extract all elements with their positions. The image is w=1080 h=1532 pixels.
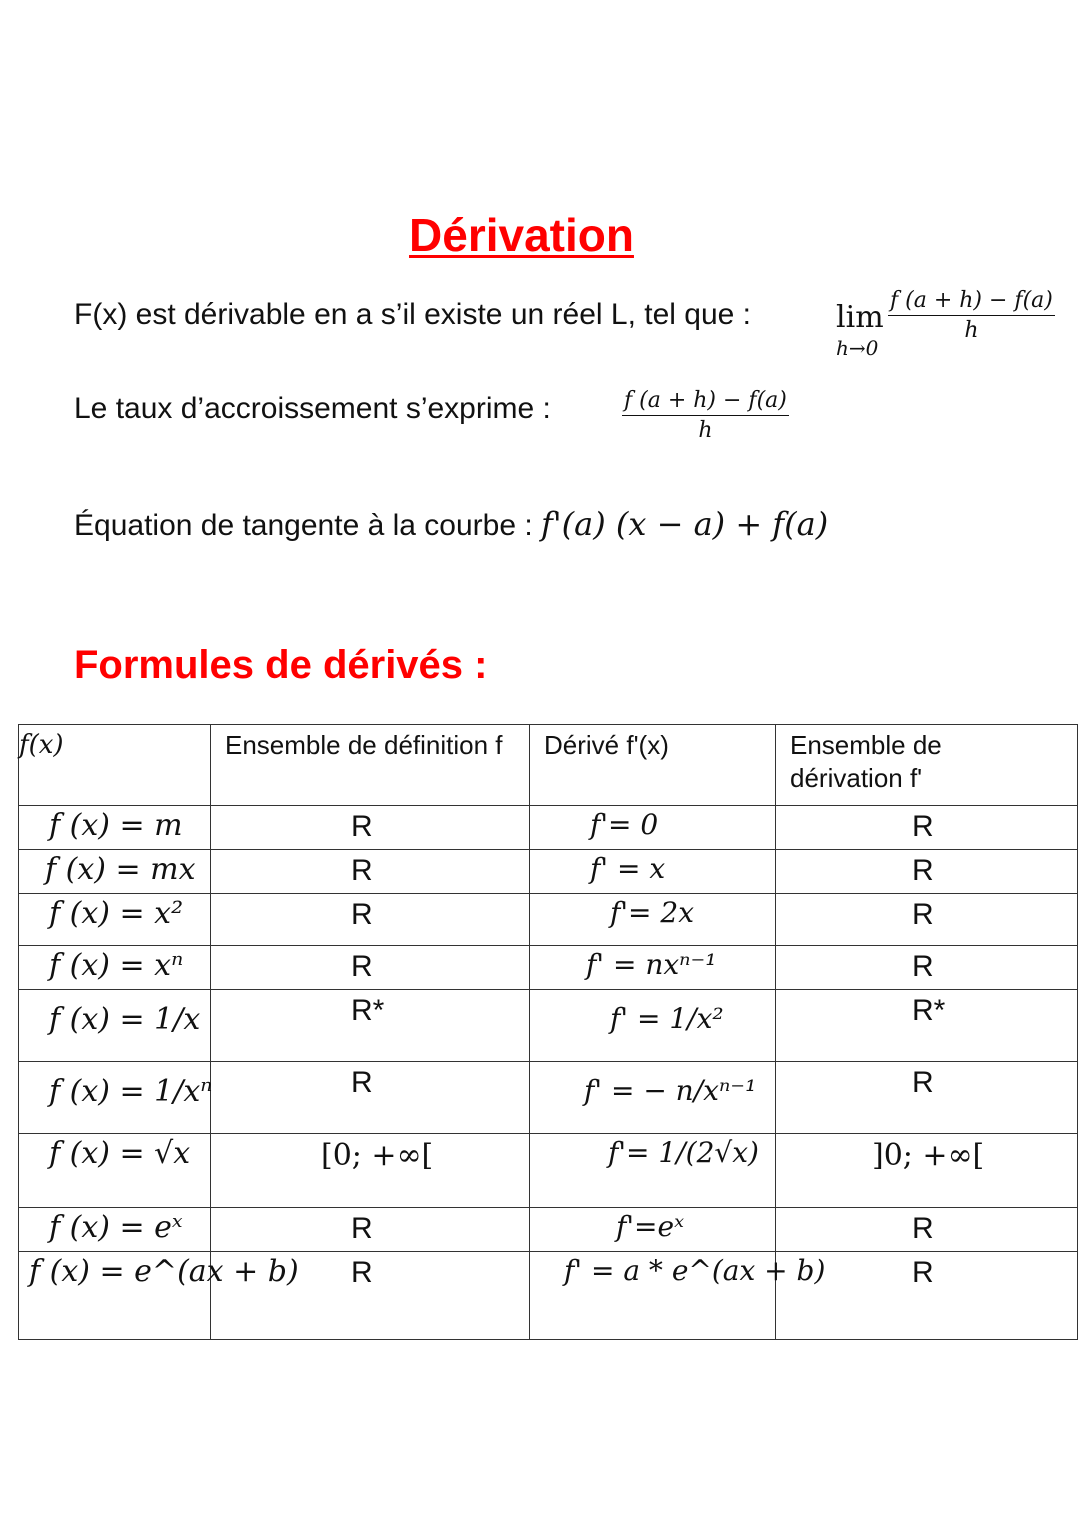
table-row (19, 990, 1078, 1062)
cell-domain: R (211, 1062, 530, 1134)
table-header-row (19, 725, 1078, 806)
table-row (19, 1252, 1078, 1340)
cell-derivative: f' = 1/x² (530, 990, 776, 1062)
table-row (19, 806, 1078, 850)
cell-domain: R (211, 946, 530, 990)
table-row (19, 946, 1078, 990)
cell-deriv-domain: R (776, 1062, 1078, 1134)
cell-deriv-domain: ]0; +∞[ (776, 1134, 1078, 1208)
cell-fx: f (x) = √x (19, 1134, 211, 1208)
cell-derivative: f'= 2x (530, 894, 776, 946)
cell-derivative: f' = nxⁿ⁻¹ (530, 946, 776, 990)
cell-derivative: f'= 0 (530, 806, 776, 850)
cell-fx: f (x) = xⁿ (19, 946, 211, 990)
cell-fx: f (x) = 1/xⁿ (19, 1062, 211, 1134)
lim-label: lim (836, 300, 884, 335)
cell-derivative: f' = a * e^(ax + b) (530, 1252, 776, 1340)
cell-domain: R (211, 806, 530, 850)
cell-domain: R* (211, 990, 530, 1062)
cell-domain: R (211, 850, 530, 894)
table-row (19, 1062, 1078, 1134)
cell-fx: f (x) = mx (19, 850, 211, 894)
derivatives-table (18, 724, 1078, 1340)
tangent-line (74, 505, 828, 543)
header-derivation-domain: Ensemble de dérivation f' (776, 725, 1078, 806)
cell-deriv-domain: R (776, 850, 1078, 894)
cell-deriv-domain: R (776, 894, 1078, 946)
section-subtitle: Formules de dérivés : (74, 643, 488, 687)
cell-deriv-domain: R* (776, 990, 1078, 1062)
page-title: Dérivation (409, 209, 634, 261)
cell-deriv-domain: R (776, 946, 1078, 990)
rate-text: Le taux d’accroissement s’exprime : (74, 392, 551, 425)
lim-subscript: h→0 (836, 336, 879, 360)
rate-numerator: f (a + h) − f(a) (622, 388, 789, 416)
table-row (19, 850, 1078, 894)
cell-domain: R (211, 1252, 530, 1340)
cell-derivative: f'=eˣ (530, 1208, 776, 1252)
rate-fraction (622, 388, 789, 443)
cell-derivative: f' = − n/xⁿ⁻¹ (530, 1062, 776, 1134)
header-domain: Ensemble de définition f (211, 725, 530, 806)
table-row (19, 1134, 1078, 1208)
header-derivative: Dérivé f'(x) (530, 725, 776, 806)
rate-denominator: h (698, 418, 713, 443)
cell-fx: f (x) = e^(ax + b) (19, 1252, 211, 1340)
cell-domain: [0; +∞[ (211, 1134, 530, 1208)
cell-fx: f (x) = m (19, 806, 211, 850)
cell-domain: R (211, 1208, 530, 1252)
cell-deriv-domain: R (776, 1208, 1078, 1252)
tangent-text: Équation de tangente à la courbe : (74, 509, 533, 542)
cell-fx: f (x) = x² (19, 894, 211, 946)
table-row (19, 1208, 1078, 1252)
definition-text: F(x) est dérivable en a s’il existe un réel L, tel que : (74, 298, 751, 331)
cell-derivative: f'= 1/(2√x) (530, 1134, 776, 1208)
cell-fx: f (x) = eˣ (19, 1208, 211, 1252)
cell-derivative: f' = x (530, 850, 776, 894)
cell-deriv-domain: R (776, 806, 1078, 850)
quotient-denominator: h (964, 318, 979, 343)
quotient-numerator: f (a + h) − f(a) (888, 288, 1055, 316)
cell-fx: f (x) = 1/x (19, 990, 211, 1062)
header-fx: f(x) (19, 725, 211, 806)
cell-domain: R (211, 894, 530, 946)
cell-deriv-domain: R (776, 1252, 1078, 1340)
tangent-formula: f'(a) (x − a) + f(a) (541, 505, 829, 543)
table-row (19, 894, 1078, 946)
difference-quotient (888, 288, 1055, 343)
